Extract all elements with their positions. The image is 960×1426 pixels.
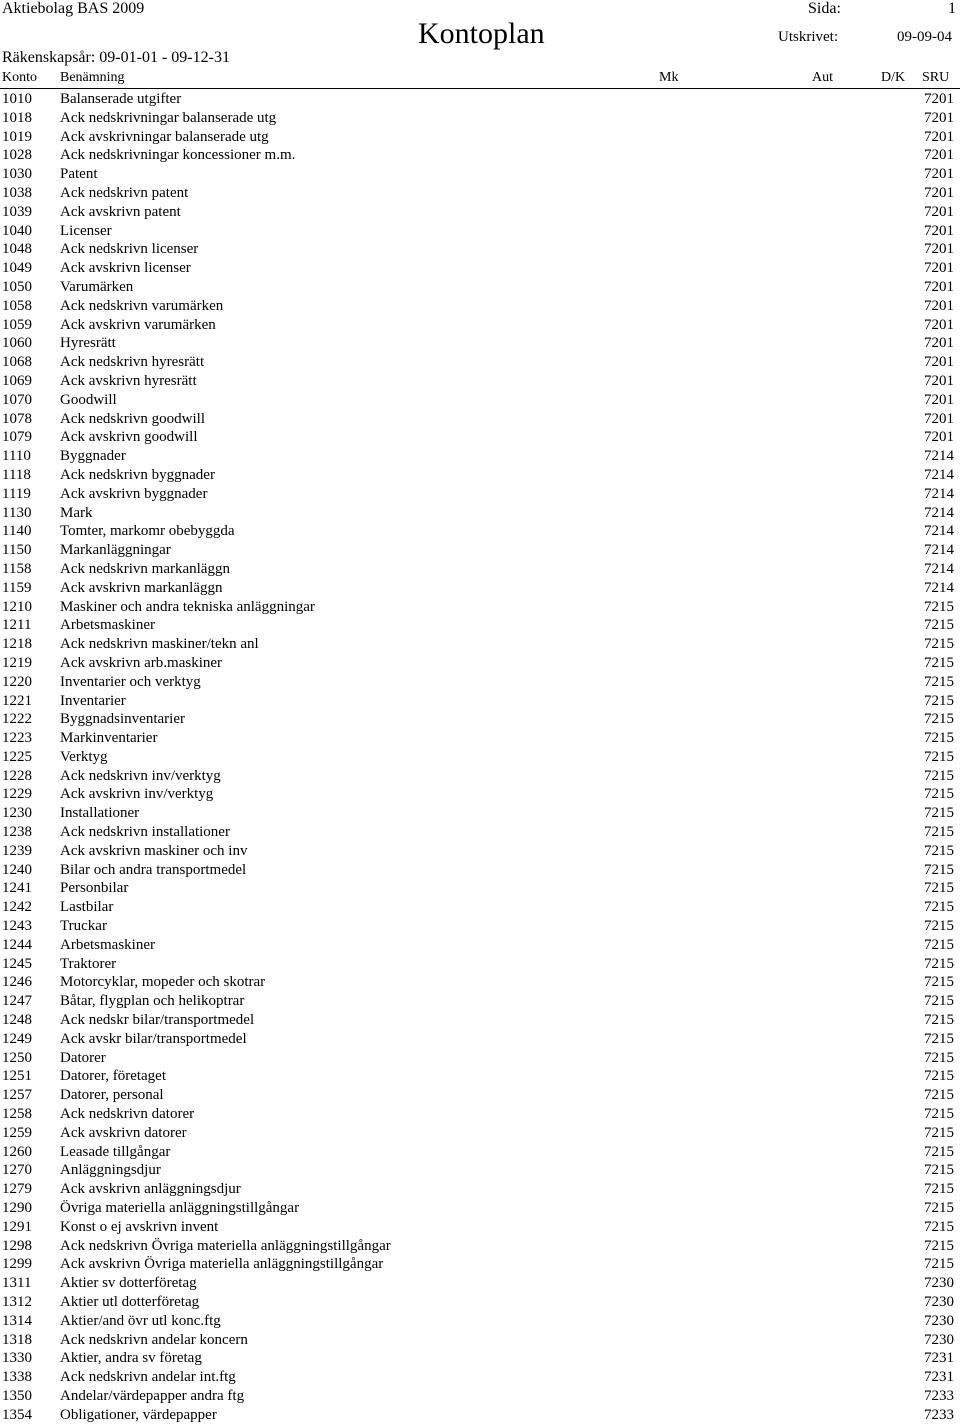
account-name: Lastbilar <box>60 899 114 916</box>
account-row <box>0 673 960 692</box>
account-name: Patent <box>60 166 98 183</box>
account-name: Ack avskrivn hyresrätt <box>60 372 197 389</box>
account-number: 1229 <box>2 786 32 803</box>
column-header-mk: Mk <box>659 70 679 85</box>
account-row <box>0 297 960 316</box>
sru-code: 7215 <box>924 673 954 690</box>
sru-code: 7231 <box>924 1369 954 1386</box>
sru-code: 7201 <box>924 429 954 446</box>
account-row <box>0 879 960 898</box>
account-row <box>0 1067 960 1086</box>
account-number: 1038 <box>2 184 32 201</box>
account-row <box>0 410 960 429</box>
account-name: Anläggningsdjur <box>60 1162 161 1179</box>
account-name: Motorcyklar, mopeder och skotrar <box>60 974 266 991</box>
sru-code: 7215 <box>924 974 954 991</box>
sru-code: 7215 <box>924 1087 954 1104</box>
account-name: Arbetsmaskiner <box>60 617 155 634</box>
sru-code: 7215 <box>924 730 954 747</box>
sru-code: 7201 <box>924 297 954 314</box>
account-name: Ack nedskrivn datorer <box>60 1106 195 1123</box>
account-name: Installationer <box>60 805 140 822</box>
account-row <box>0 1086 960 1105</box>
account-number: 1312 <box>2 1294 32 1310</box>
sru-code: 7230 <box>924 1312 954 1329</box>
account-row <box>0 560 960 579</box>
sru-code: 7201 <box>924 109 954 126</box>
account-number: 1070 <box>2 391 32 408</box>
account-name: Aktier utl dotterföretag <box>60 1294 200 1310</box>
account-name: Tomter, markomr obebyggda <box>60 523 235 540</box>
account-name: Inventarier och verktyg <box>60 673 201 690</box>
sru-code: 7215 <box>924 842 954 859</box>
account-number: 1251 <box>2 1068 32 1085</box>
account-name: Balanserade utgifter <box>60 91 182 107</box>
account-row <box>0 541 960 560</box>
account-name: Ack avskrivn arb.maskiner <box>60 654 223 671</box>
account-number: 1225 <box>2 748 32 765</box>
account-name: Goodwill <box>60 391 117 408</box>
account-number: 1010 <box>2 91 32 107</box>
account-number: 1298 <box>2 1237 32 1254</box>
sru-code: 7201 <box>924 410 954 427</box>
account-number: 1048 <box>2 241 32 258</box>
sru-code: 7215 <box>924 711 954 728</box>
sru-code: 7215 <box>924 1237 954 1254</box>
account-name: Ack nedskrivn hyresrätt <box>60 354 205 371</box>
account-row <box>0 1218 960 1237</box>
printed-date: 09-09-04 <box>897 29 952 45</box>
sru-code: 7215 <box>924 1124 954 1141</box>
account-name: Ack avskr bilar/transportmedel <box>60 1030 247 1047</box>
account-name: Ack nedskrivn maskiner/tekn anl <box>60 636 259 653</box>
sru-code: 7201 <box>924 222 954 239</box>
account-row <box>0 353 960 372</box>
account-number: 1246 <box>2 974 32 991</box>
account-row <box>0 1387 960 1406</box>
account-name: Aktier/and övr utl konc.ftg <box>60 1312 221 1329</box>
account-name: Byggnader <box>60 448 126 465</box>
sru-code: 7201 <box>924 203 954 220</box>
sru-code: 7215 <box>924 824 954 841</box>
account-row <box>0 372 960 391</box>
sru-code: 7214 <box>924 579 954 596</box>
account-name: Mark <box>60 504 93 521</box>
sru-code: 7201 <box>924 354 954 371</box>
account-number: 1030 <box>2 166 32 183</box>
sru-code: 7215 <box>924 993 954 1010</box>
account-name: Hyresrätt <box>60 335 116 352</box>
sru-code: 7201 <box>924 147 954 164</box>
sru-code: 7215 <box>924 955 954 972</box>
account-row <box>0 1011 960 1030</box>
sru-code: 7215 <box>924 1012 954 1029</box>
sru-code: 7231 <box>924 1350 954 1367</box>
account-number: 1258 <box>2 1106 32 1123</box>
account-row <box>0 504 960 523</box>
account-row <box>0 334 960 353</box>
account-number: 1050 <box>2 278 32 295</box>
account-name: Ack nedskrivn licenser <box>60 241 199 258</box>
sru-code: 7215 <box>924 899 954 916</box>
account-name: Ack avskrivn datorer <box>60 1124 187 1141</box>
account-name: Ack nedskrivn varumärken <box>60 297 224 314</box>
account-number: 1241 <box>2 880 32 897</box>
account-row <box>0 1049 960 1068</box>
account-number: 1118 <box>2 466 31 483</box>
account-row <box>0 973 960 992</box>
sru-code: 7215 <box>924 786 954 803</box>
sru-code: 7214 <box>924 448 954 465</box>
account-row <box>0 466 960 485</box>
account-row <box>0 785 960 804</box>
sru-code: 7215 <box>924 880 954 897</box>
sru-code: 7201 <box>924 260 954 277</box>
account-number: 1238 <box>2 824 32 841</box>
sru-code: 7201 <box>924 166 954 183</box>
account-number: 1222 <box>2 711 32 728</box>
account-row <box>0 184 960 203</box>
account-row <box>0 692 960 711</box>
account-row <box>0 992 960 1011</box>
account-number: 1338 <box>2 1369 32 1386</box>
account-row <box>0 146 960 165</box>
account-number: 1040 <box>2 222 32 239</box>
account-row <box>0 447 960 466</box>
account-name: Ack avskrivn markanläggn <box>60 579 223 596</box>
account-name: Ack nedskrivn inv/verktyg <box>60 767 221 784</box>
sru-code: 7215 <box>924 617 954 634</box>
account-row <box>0 654 960 673</box>
account-number: 1218 <box>2 636 32 653</box>
sru-code: 7201 <box>924 391 954 408</box>
account-name: Ack avskrivn goodwill <box>60 429 198 446</box>
account-number: 1314 <box>2 1312 32 1329</box>
account-row <box>0 710 960 729</box>
account-row <box>0 1180 960 1199</box>
account-name: Aktier sv dotterföretag <box>60 1275 197 1292</box>
account-row <box>0 522 960 541</box>
sru-code: 7230 <box>924 1275 954 1292</box>
account-number: 1060 <box>2 335 32 352</box>
sru-code: 7215 <box>924 1256 954 1273</box>
account-row <box>0 598 960 617</box>
account-row <box>0 1293 960 1312</box>
account-list <box>0 90 960 1425</box>
account-row <box>0 109 960 128</box>
account-name: Licenser <box>60 222 112 239</box>
sru-code: 7215 <box>924 1143 954 1160</box>
account-row <box>0 1331 960 1350</box>
account-name: Ack nedskrivn installationer <box>60 824 230 841</box>
sru-code: 7201 <box>924 241 954 258</box>
header-divider <box>0 88 960 89</box>
sru-code: 7215 <box>924 748 954 765</box>
sru-code: 7215 <box>924 805 954 822</box>
column-header-sru: SRU <box>922 70 950 85</box>
account-row <box>0 1312 960 1331</box>
account-name: Ack avskrivn inv/verktyg <box>60 786 214 803</box>
account-name: Ack avskrivn maskiner och inv <box>60 842 248 859</box>
account-number: 1299 <box>2 1256 32 1273</box>
account-name: Ack nedskrivn byggnader <box>60 466 215 483</box>
account-row <box>0 1199 960 1218</box>
account-number: 1259 <box>2 1124 32 1141</box>
account-row <box>0 729 960 748</box>
account-row <box>0 955 960 974</box>
account-number: 1159 <box>2 579 32 596</box>
account-name: Ack nedskrivn patent <box>60 184 189 201</box>
account-name: Varumärken <box>60 278 134 295</box>
account-name: Ack avskrivn patent <box>60 203 181 220</box>
account-number: 1311 <box>2 1275 32 1292</box>
sru-code: 7215 <box>924 1049 954 1066</box>
account-number: 1058 <box>2 297 32 314</box>
sru-code: 7230 <box>924 1331 954 1348</box>
account-number: 1059 <box>2 316 32 333</box>
account-row <box>0 1255 960 1274</box>
page-number: 1 <box>948 0 956 17</box>
account-row <box>0 1368 960 1387</box>
account-row <box>0 804 960 823</box>
sru-code: 7233 <box>924 1387 954 1404</box>
account-name: Övriga materiella anläggningstillgångar <box>60 1200 300 1217</box>
account-number: 1019 <box>2 128 32 145</box>
account-name: Datorer, företaget <box>60 1068 167 1085</box>
account-row <box>0 842 960 861</box>
account-number: 1242 <box>2 899 32 916</box>
account-name: Ack avskrivningar balanserade utg <box>60 128 269 145</box>
account-number: 1130 <box>2 504 32 521</box>
account-number: 1354 <box>2 1406 32 1423</box>
account-row <box>0 898 960 917</box>
sru-code: 7214 <box>924 485 954 502</box>
sru-code: 7215 <box>924 936 954 953</box>
account-row <box>0 861 960 880</box>
sru-code: 7215 <box>924 636 954 653</box>
account-name: Obligationer, värdepapper <box>60 1406 217 1423</box>
account-number: 1270 <box>2 1162 32 1179</box>
account-row <box>0 1143 960 1162</box>
account-name: Markanläggningar <box>60 542 171 559</box>
account-name: Ack nedskrivn Övriga materiella anläggningstillgångar <box>60 1237 391 1254</box>
account-row <box>0 90 960 109</box>
account-name: Ack avskrivn varumärken <box>60 316 216 333</box>
account-name: Båtar, flygplan och helikoptrar <box>60 993 245 1010</box>
account-row <box>0 748 960 767</box>
account-row <box>0 1161 960 1180</box>
sru-code: 7215 <box>924 1162 954 1179</box>
account-row <box>0 1406 960 1425</box>
account-row <box>0 316 960 335</box>
column-header-konto: Konto <box>2 70 37 85</box>
sru-code: 7215 <box>924 1106 954 1123</box>
account-name: Ack nedskrivningar balanserade utg <box>60 109 277 126</box>
sru-code: 7214 <box>924 560 954 577</box>
account-number: 1150 <box>2 542 32 559</box>
account-name: Ack nedskrivningar koncessioner m.m. <box>60 147 296 164</box>
account-row <box>0 1030 960 1049</box>
sru-code: 7215 <box>924 1068 954 1085</box>
account-name: Ack nedskrivn andelar koncern <box>60 1331 248 1348</box>
account-number: 1219 <box>2 654 32 671</box>
account-row <box>0 1349 960 1368</box>
account-name: Markinventarier <box>60 730 158 747</box>
account-number: 1210 <box>2 598 32 615</box>
account-name: Ack avskrivn licenser <box>60 260 191 277</box>
sru-code: 7215 <box>924 861 954 878</box>
sru-code: 7201 <box>924 91 954 107</box>
account-number: 1245 <box>2 955 32 972</box>
account-row <box>0 917 960 936</box>
sru-code: 7201 <box>924 335 954 352</box>
account-name: Byggnadsinventarier <box>60 711 185 728</box>
sru-code: 7230 <box>924 1294 954 1310</box>
account-row <box>0 203 960 222</box>
account-name: Ack nedskrivn markanläggn <box>60 560 230 577</box>
account-name: Maskiner och andra tekniska anläggningar <box>60 598 315 615</box>
account-number: 1119 <box>2 485 31 502</box>
sru-code: 7233 <box>924 1406 954 1423</box>
account-row <box>0 165 960 184</box>
account-row <box>0 767 960 786</box>
account-number: 1243 <box>2 918 32 935</box>
account-name: Traktorer <box>60 955 117 972</box>
sru-code: 7215 <box>924 1030 954 1047</box>
printed-label: Utskrivet: <box>778 29 838 45</box>
account-row <box>0 278 960 297</box>
sru-code: 7215 <box>924 767 954 784</box>
account-row <box>0 936 960 955</box>
page-label: Sida: <box>808 0 841 17</box>
account-name: Konst o ej avskrivn invent <box>60 1218 219 1235</box>
sru-code: 7215 <box>924 918 954 935</box>
account-number: 1220 <box>2 673 32 690</box>
account-number: 1291 <box>2 1218 32 1235</box>
account-number: 1223 <box>2 730 32 747</box>
account-row <box>0 1237 960 1256</box>
account-number: 1250 <box>2 1049 32 1066</box>
column-header-aut: Aut <box>812 70 833 85</box>
account-row <box>0 222 960 241</box>
sru-code: 7215 <box>924 598 954 615</box>
account-number: 1211 <box>2 617 32 634</box>
sru-code: 7215 <box>924 692 954 709</box>
sru-code: 7215 <box>924 1218 954 1235</box>
account-number: 1244 <box>2 936 32 953</box>
account-number: 1039 <box>2 203 32 220</box>
account-row <box>0 391 960 410</box>
account-number: 1318 <box>2 1331 32 1348</box>
account-row <box>0 259 960 278</box>
account-number: 1158 <box>2 560 32 577</box>
account-number: 1230 <box>2 805 32 822</box>
account-name: Datorer <box>60 1049 106 1066</box>
account-number: 1068 <box>2 354 32 371</box>
account-name: Ack avskrivn byggnader <box>60 485 208 502</box>
account-number: 1279 <box>2 1181 32 1198</box>
account-number: 1049 <box>2 260 32 277</box>
account-number: 1228 <box>2 767 32 784</box>
account-number: 1257 <box>2 1087 32 1104</box>
account-name: Ack avskrivn Övriga materiella anläggningstillgångar <box>60 1256 384 1273</box>
column-header-benamning: Benämning <box>60 70 125 85</box>
account-number: 1140 <box>2 523 32 540</box>
account-name: Aktier, andra sv företag <box>60 1350 202 1367</box>
page-title: Kontoplan <box>418 17 545 50</box>
account-number: 1069 <box>2 372 32 389</box>
sru-code: 7214 <box>924 466 954 483</box>
column-header-dk: D/K <box>881 70 906 85</box>
account-number: 1079 <box>2 429 32 446</box>
sru-code: 7201 <box>924 372 954 389</box>
account-number: 1248 <box>2 1012 32 1029</box>
account-name: Ack nedskr bilar/transportmedel <box>60 1012 255 1029</box>
account-number: 1290 <box>2 1200 32 1217</box>
fiscal-year: Räkenskapsår: 09-01-01 - 09-12-31 <box>2 49 230 66</box>
account-name: Inventarier <box>60 692 126 709</box>
account-name: Bilar och andra transportmedel <box>60 861 247 878</box>
account-number: 1350 <box>2 1387 32 1404</box>
account-number: 1028 <box>2 147 32 164</box>
sru-code: 7214 <box>924 504 954 521</box>
sru-code: 7201 <box>924 316 954 333</box>
account-number: 1240 <box>2 861 32 878</box>
account-row <box>0 616 960 635</box>
account-row <box>0 240 960 259</box>
account-name: Personbilar <box>60 880 129 897</box>
account-row <box>0 579 960 598</box>
account-number: 1018 <box>2 109 32 126</box>
account-name: Ack nedskrivn goodwill <box>60 410 205 427</box>
sru-code: 7201 <box>924 278 954 295</box>
sru-code: 7201 <box>924 128 954 145</box>
account-row <box>0 428 960 447</box>
sru-code: 7214 <box>924 523 954 540</box>
account-number: 1221 <box>2 692 32 709</box>
account-name: Andelar/värdepapper andra ftg <box>60 1387 245 1404</box>
sru-code: 7215 <box>924 654 954 671</box>
account-name: Leasade tillgångar <box>60 1143 171 1160</box>
account-number: 1260 <box>2 1143 32 1160</box>
account-number: 1330 <box>2 1350 32 1367</box>
sru-code: 7215 <box>924 1181 954 1198</box>
account-number: 1239 <box>2 842 32 859</box>
account-number: 1249 <box>2 1030 32 1047</box>
account-name: Ack nedskrivn andelar int.ftg <box>60 1369 236 1386</box>
account-row <box>0 1105 960 1124</box>
account-number: 1110 <box>2 448 31 465</box>
account-number: 1078 <box>2 410 32 427</box>
account-name: Arbetsmaskiner <box>60 936 155 953</box>
account-name: Verktyg <box>60 748 108 765</box>
account-number: 1247 <box>2 993 32 1010</box>
account-row <box>0 1124 960 1143</box>
account-row <box>0 485 960 504</box>
account-name: Ack avskrivn anläggningsdjur <box>60 1181 241 1198</box>
sru-code: 7214 <box>924 542 954 559</box>
account-row <box>0 823 960 842</box>
account-name: Datorer, personal <box>60 1087 164 1104</box>
account-row <box>0 635 960 654</box>
account-name: Truckar <box>60 918 107 935</box>
sru-code: 7201 <box>924 184 954 201</box>
company-name: Aktiebolag BAS 2009 <box>2 0 145 17</box>
account-row <box>0 128 960 147</box>
account-row <box>0 1274 960 1293</box>
sru-code: 7215 <box>924 1200 954 1217</box>
